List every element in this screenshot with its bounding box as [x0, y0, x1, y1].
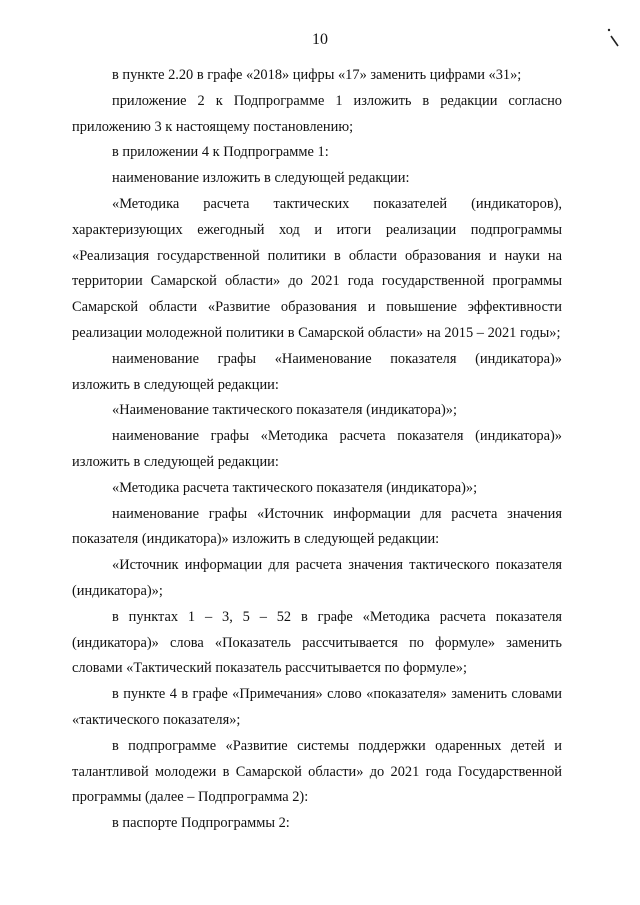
- paragraph: в приложении 4 к Подпрограмме 1:: [112, 144, 329, 161]
- paragraph: «Методика расчета тактического показателя (индикатора)»;: [112, 479, 478, 496]
- paragraph: наименование графы «Методика расчета показателя (индикатора)» изложить в следующей редакции:: [72, 428, 562, 470]
- paragraph: «Источник информации для расчета значения тактического показателя (индикатора)»;: [72, 557, 562, 599]
- paragraph: в пункте 4 в графе «Примечания» слово «показателя» заменить словами «тактического показателя»;: [72, 686, 562, 728]
- paragraph: в подпрограмме «Развитие системы поддержки одаренных детей и талантливой молодежи в Самарской области» до 2021 года Государственной программы (далее – Подпрограмма 2):: [72, 737, 562, 806]
- paragraph: «Наименование тактического показателя (индикатора)»;: [112, 402, 457, 419]
- paragraph: наименование графы «Наименование показателя (индикатора)» изложить в следующей редакции:: [72, 350, 562, 393]
- paragraph: в пункте 2.20 в графе «2018» цифры «17» заменить цифрами «31»;: [112, 67, 522, 83]
- paragraph: в пунктах 1 – 3, 5 – 52 в графе «Методика расчета показателя (индикатора)» слова «Показатель рассчитывается по формуле» заменить словами «Тактический показатель рассчитывается по формуле»;: [72, 608, 562, 677]
- document-body: [72, 63, 562, 837]
- paragraph: «Методика расчета тактических показателей (индикаторов), характеризующих ежегодный ход и итоги реализации подпрограммы «Реализация государственной политики в области образования и науки на территории Самарской области» до 2021 года государственной программы Самарской области «Развитие образования и повышение эффективности реализации молодежной политики в Самарской области» на 2015 – 2021 годы»;: [72, 195, 562, 341]
- page-number: 10: [312, 31, 328, 48]
- paragraph: в паспорте Подпрограммы 2:: [112, 815, 290, 832]
- paragraph: наименование изложить в следующей редакции:: [112, 170, 410, 187]
- paragraph: наименование графы «Источник информации для расчета значения показателя (индикатора)» изложить в следующей редакции:: [72, 505, 562, 548]
- paragraph: приложение 2 к Подпрограмме 1 изложить в редакции согласно приложению 3 к настоящему постановлению;: [72, 92, 562, 135]
